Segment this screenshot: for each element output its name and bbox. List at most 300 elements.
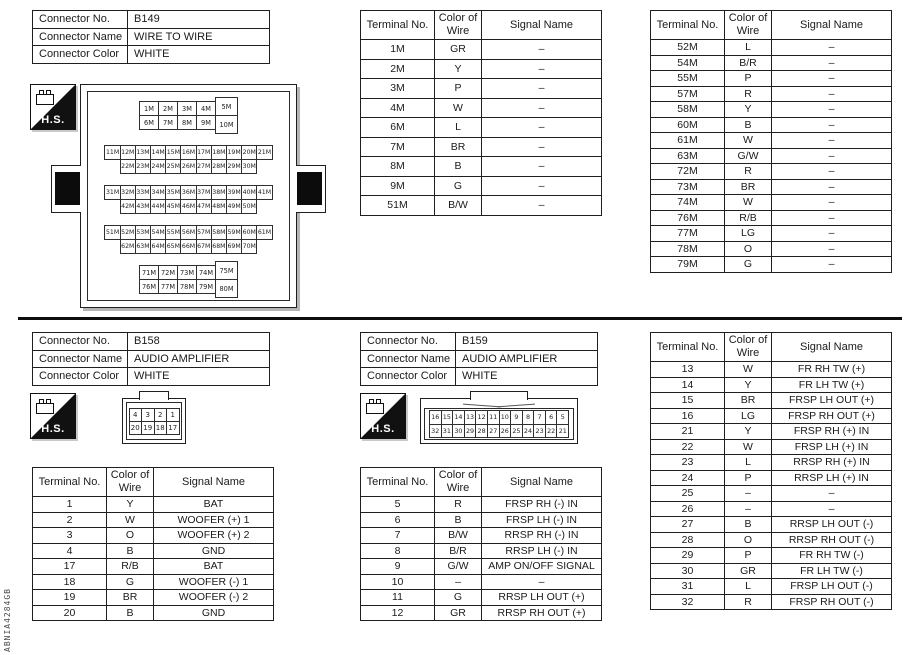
table-cell: R/B bbox=[107, 559, 154, 575]
pin-3: 3 bbox=[141, 408, 155, 422]
table-cell: W bbox=[107, 512, 154, 528]
table-cell: L bbox=[725, 579, 772, 595]
table-cell: – bbox=[482, 137, 602, 157]
pin-60M: 60M bbox=[241, 225, 257, 240]
table-cell: O bbox=[107, 528, 154, 544]
pin-69M: 69M bbox=[226, 239, 242, 254]
table-cell: LG bbox=[725, 408, 772, 424]
table-cell: FR RH TW (-) bbox=[772, 548, 892, 564]
pin-45M: 45M bbox=[165, 199, 181, 214]
pin-27M: 27M bbox=[196, 159, 212, 174]
table-row bbox=[33, 605, 274, 621]
header-row bbox=[651, 333, 892, 362]
table-cell: G bbox=[435, 590, 482, 606]
table-cell: – bbox=[482, 196, 602, 216]
table-cell: 73M bbox=[651, 179, 725, 195]
table-cell: 22 bbox=[651, 439, 725, 455]
table-cell: 12 bbox=[361, 605, 435, 621]
hs-view-icon bbox=[30, 393, 76, 439]
table-cell: 20 bbox=[33, 605, 107, 621]
info-row bbox=[361, 368, 598, 386]
table-row bbox=[651, 563, 892, 579]
table-cell: – bbox=[772, 71, 892, 87]
pin-25: 25 bbox=[510, 424, 523, 439]
connector-name-value: WIRE TO WIRE bbox=[128, 28, 270, 46]
pin-27: 27 bbox=[487, 424, 500, 439]
table-cell: – bbox=[772, 148, 892, 164]
table-cell: – bbox=[482, 157, 602, 177]
pin-24: 24 bbox=[522, 424, 535, 439]
connector-name-label: Connector Name bbox=[33, 350, 128, 368]
info-row bbox=[33, 11, 270, 29]
table-cell: 7M bbox=[361, 137, 435, 157]
pin-67M: 67M bbox=[196, 239, 212, 254]
pin-63M: 63M bbox=[135, 239, 151, 254]
pin-65M: 65M bbox=[165, 239, 181, 254]
table-row bbox=[361, 528, 602, 544]
table-cell: B/W bbox=[435, 196, 482, 216]
table-cell: – bbox=[772, 226, 892, 242]
connector-lock-tab-left bbox=[55, 172, 80, 205]
table-row bbox=[361, 157, 602, 177]
pin-9M: 9M bbox=[196, 115, 216, 130]
table-cell: – bbox=[772, 501, 892, 517]
table-cell: – bbox=[772, 164, 892, 180]
table-row bbox=[651, 148, 892, 164]
pin-block-3 bbox=[104, 185, 272, 214]
pin-6M: 6M bbox=[139, 115, 159, 130]
pin-12: 12 bbox=[475, 410, 488, 425]
column-header: Terminal No. bbox=[33, 468, 107, 497]
table-cell: 32 bbox=[651, 594, 725, 610]
table-cell: 30 bbox=[651, 563, 725, 579]
pin-18M: 18M bbox=[211, 145, 227, 160]
table-cell: 7 bbox=[361, 528, 435, 544]
pin-56M: 56M bbox=[180, 225, 196, 240]
column-header: Signal Name bbox=[772, 11, 892, 40]
b149-connector-diagram bbox=[80, 84, 297, 308]
table-cell: – bbox=[482, 98, 602, 118]
table-row bbox=[33, 574, 274, 590]
pin-75M: 75M bbox=[215, 261, 238, 280]
column-header: Color of Wire bbox=[107, 468, 154, 497]
column-header: Terminal No. bbox=[651, 11, 725, 40]
header-row bbox=[651, 11, 892, 40]
pin-29M: 29M bbox=[226, 159, 242, 174]
table-cell: – bbox=[482, 40, 602, 60]
table-cell: W bbox=[725, 439, 772, 455]
table-cell: 27 bbox=[651, 517, 725, 533]
pin-32M: 32M bbox=[120, 185, 136, 200]
table-row bbox=[651, 579, 892, 595]
table-cell: 4M bbox=[361, 98, 435, 118]
pin-46M: 46M bbox=[180, 199, 196, 214]
table-cell: RRSP LH OUT (+) bbox=[482, 590, 602, 606]
column-header: Color of Wire bbox=[435, 468, 482, 497]
table-cell: 23 bbox=[651, 455, 725, 471]
pin-block-4 bbox=[104, 225, 272, 254]
table-row bbox=[361, 590, 602, 606]
pin-68M: 68M bbox=[211, 239, 227, 254]
connector-color-value: WHITE bbox=[128, 46, 270, 64]
table-row bbox=[361, 98, 602, 118]
b149-terminal-table-1 bbox=[360, 10, 602, 216]
table-row bbox=[651, 501, 892, 517]
pin-50M: 50M bbox=[241, 199, 257, 214]
table-cell: B/R bbox=[435, 543, 482, 559]
table-cell: 74M bbox=[651, 195, 725, 211]
column-header: Terminal No. bbox=[361, 11, 435, 40]
table-cell: FRSP RH (+) IN bbox=[772, 424, 892, 440]
table-cell: 29 bbox=[651, 548, 725, 564]
table-cell: R/B bbox=[725, 210, 772, 226]
table-row bbox=[33, 528, 274, 544]
table-cell: B bbox=[107, 543, 154, 559]
table-cell: G bbox=[107, 574, 154, 590]
pin-row bbox=[139, 115, 216, 130]
table-cell: GND bbox=[154, 543, 274, 559]
info-row bbox=[361, 333, 598, 351]
b159-terminal-table-1 bbox=[360, 467, 602, 621]
table-cell: B bbox=[435, 512, 482, 528]
pin-15: 15 bbox=[441, 410, 454, 425]
pin-80M: 80M bbox=[215, 279, 238, 298]
table-row bbox=[651, 257, 892, 273]
table-cell: B/W bbox=[435, 528, 482, 544]
pin-8: 8 bbox=[522, 410, 535, 425]
table-cell: FRSP LH (-) IN bbox=[482, 512, 602, 528]
table-cell: GND bbox=[154, 605, 274, 621]
table-cell: FR RH TW (+) bbox=[772, 362, 892, 378]
table-cell: 6 bbox=[361, 512, 435, 528]
table-row bbox=[33, 512, 274, 528]
table-row bbox=[361, 559, 602, 575]
pin-22: 22 bbox=[545, 424, 558, 439]
table-cell: 52M bbox=[651, 40, 725, 56]
connector-color-label: Connector Color bbox=[33, 46, 128, 64]
table-cell: – bbox=[725, 501, 772, 517]
harness-connector-glyph bbox=[36, 403, 54, 414]
b159-connector-diagram bbox=[420, 398, 578, 444]
pin-44M: 44M bbox=[150, 199, 166, 214]
pin-16M: 16M bbox=[180, 145, 196, 160]
table-cell: 15 bbox=[651, 393, 725, 409]
table-row bbox=[361, 137, 602, 157]
table-cell: – bbox=[435, 574, 482, 590]
table-cell: 19 bbox=[33, 590, 107, 606]
connector-bump-icon bbox=[39, 90, 44, 95]
table-cell: 58M bbox=[651, 102, 725, 118]
connector-bump-icon bbox=[46, 90, 51, 95]
table-cell: 72M bbox=[651, 164, 725, 180]
table-cell: – bbox=[725, 486, 772, 502]
connector-no-label: Connector No. bbox=[33, 11, 128, 29]
pin-1: 1 bbox=[166, 408, 180, 422]
table-cell: Y bbox=[725, 424, 772, 440]
table-cell: 54M bbox=[651, 55, 725, 71]
table-cell: 14 bbox=[651, 377, 725, 393]
table-row bbox=[361, 40, 602, 60]
table-cell: 5 bbox=[361, 497, 435, 513]
table-row bbox=[651, 548, 892, 564]
hs-label: H.S. bbox=[41, 423, 65, 435]
hs-view-icon bbox=[360, 393, 406, 439]
pin-17: 17 bbox=[166, 421, 180, 435]
table-cell: 6M bbox=[361, 118, 435, 138]
table-cell: 4 bbox=[33, 543, 107, 559]
pin-37M: 37M bbox=[196, 185, 212, 200]
header-row bbox=[361, 468, 602, 497]
pin-58M: 58M bbox=[211, 225, 227, 240]
pin-13M: 13M bbox=[135, 145, 151, 160]
pin-51M: 51M bbox=[104, 225, 120, 240]
table-cell: FRSP RH (-) IN bbox=[482, 497, 602, 513]
pin-74M: 74M bbox=[196, 265, 216, 280]
pin-14: 14 bbox=[452, 410, 465, 425]
table-cell: 8M bbox=[361, 157, 435, 177]
table-row bbox=[361, 605, 602, 621]
pin-19: 19 bbox=[141, 421, 155, 435]
table-cell: G bbox=[725, 257, 772, 273]
pin-78M: 78M bbox=[177, 279, 197, 294]
connector-color-label: Connector Color bbox=[361, 368, 456, 386]
table-row bbox=[651, 362, 892, 378]
table-cell: RRSP LH (+) IN bbox=[772, 470, 892, 486]
table-cell: W bbox=[435, 98, 482, 118]
info-row bbox=[33, 333, 270, 351]
pin-3M: 3M bbox=[177, 101, 197, 116]
connector-no-value: B159 bbox=[456, 333, 598, 351]
table-cell: WOOFER (+) 1 bbox=[154, 512, 274, 528]
table-cell: 57M bbox=[651, 86, 725, 102]
pin-11M: 11M bbox=[104, 145, 120, 160]
table-row bbox=[651, 226, 892, 242]
table-row bbox=[651, 241, 892, 257]
column-header: Signal Name bbox=[772, 333, 892, 362]
table-row bbox=[33, 497, 274, 513]
table-cell: 28 bbox=[651, 532, 725, 548]
table-cell: Y bbox=[435, 59, 482, 79]
pin-1M: 1M bbox=[139, 101, 159, 116]
table-cell: Y bbox=[725, 102, 772, 118]
pin-row bbox=[104, 185, 272, 200]
pin-row bbox=[104, 145, 272, 160]
pin-33M: 33M bbox=[135, 185, 151, 200]
pin-71M: 71M bbox=[139, 265, 159, 280]
pin-row bbox=[139, 279, 216, 294]
pin-21M: 21M bbox=[256, 145, 272, 160]
pin-62M: 62M bbox=[120, 239, 136, 254]
pin-30M: 30M bbox=[241, 159, 257, 174]
pin-8M: 8M bbox=[177, 115, 197, 130]
pin-block-5 bbox=[139, 265, 238, 298]
table-row bbox=[651, 377, 892, 393]
pin-52M: 52M bbox=[120, 225, 136, 240]
table-cell: B bbox=[435, 157, 482, 177]
table-row bbox=[651, 210, 892, 226]
pin-row bbox=[120, 199, 273, 214]
pin-row bbox=[139, 265, 216, 280]
pin-25M: 25M bbox=[165, 159, 181, 174]
info-row bbox=[33, 368, 270, 386]
table-row bbox=[361, 176, 602, 196]
connector-bump-icon bbox=[39, 399, 44, 404]
table-cell: P bbox=[725, 71, 772, 87]
table-cell: – bbox=[772, 133, 892, 149]
table-cell: P bbox=[725, 470, 772, 486]
table-cell: 2 bbox=[33, 512, 107, 528]
table-cell: – bbox=[482, 59, 602, 79]
pin-79M: 79M bbox=[196, 279, 216, 294]
table-row bbox=[651, 470, 892, 486]
table-row bbox=[651, 408, 892, 424]
pin-rows bbox=[139, 265, 216, 294]
hs-label: H.S. bbox=[371, 423, 395, 435]
pin-24M: 24M bbox=[150, 159, 166, 174]
connector-top-tab bbox=[139, 391, 169, 400]
table-row bbox=[651, 102, 892, 118]
pin-54M: 54M bbox=[150, 225, 166, 240]
header-row bbox=[361, 11, 602, 40]
table-cell: 63M bbox=[651, 148, 725, 164]
pin-rows bbox=[429, 410, 569, 438]
info-row bbox=[33, 28, 270, 46]
pin-26M: 26M bbox=[180, 159, 196, 174]
table-cell: – bbox=[772, 179, 892, 195]
column-header: Signal Name bbox=[482, 468, 602, 497]
pin-18: 18 bbox=[154, 421, 168, 435]
table-cell: R bbox=[725, 164, 772, 180]
table-cell: R bbox=[725, 86, 772, 102]
table-cell: RRSP RH OUT (+) bbox=[482, 605, 602, 621]
table-cell: B/R bbox=[725, 55, 772, 71]
table-row bbox=[361, 196, 602, 216]
table-cell: 11 bbox=[361, 590, 435, 606]
pin-21: 21 bbox=[556, 424, 569, 439]
table-cell: P bbox=[435, 79, 482, 99]
info-row bbox=[33, 46, 270, 64]
table-cell: – bbox=[772, 241, 892, 257]
connector-top-tab bbox=[470, 391, 528, 400]
table-cell: – bbox=[772, 117, 892, 133]
pin-row bbox=[120, 159, 273, 174]
pin-29: 29 bbox=[464, 424, 477, 439]
table-cell: 76M bbox=[651, 210, 725, 226]
table-row bbox=[651, 532, 892, 548]
pin-row bbox=[120, 239, 273, 254]
table-cell: BR bbox=[107, 590, 154, 606]
hs-view-icon bbox=[30, 84, 76, 130]
pin-11: 11 bbox=[487, 410, 500, 425]
pin-73M: 73M bbox=[177, 265, 197, 280]
table-cell: Y bbox=[725, 377, 772, 393]
table-cell: 79M bbox=[651, 257, 725, 273]
table-cell: WOOFER (+) 2 bbox=[154, 528, 274, 544]
pin-77M: 77M bbox=[158, 279, 178, 294]
pin-30: 30 bbox=[452, 424, 465, 439]
table-cell: BR bbox=[725, 179, 772, 195]
pin-28: 28 bbox=[475, 424, 488, 439]
table-cell: – bbox=[772, 55, 892, 71]
pin-28M: 28M bbox=[211, 159, 227, 174]
pin-19M: 19M bbox=[226, 145, 242, 160]
table-row bbox=[651, 179, 892, 195]
pin-41M: 41M bbox=[256, 185, 272, 200]
pin-26: 26 bbox=[499, 424, 512, 439]
pin-block-1 bbox=[139, 101, 238, 134]
column-header: Terminal No. bbox=[651, 333, 725, 362]
pin-7M: 7M bbox=[158, 115, 178, 130]
pin-72M: 72M bbox=[158, 265, 178, 280]
pin-6: 6 bbox=[545, 410, 558, 425]
pin-row bbox=[429, 410, 569, 425]
info-row bbox=[361, 350, 598, 368]
connector-name-value: AUDIO AMPLIFIER bbox=[128, 350, 270, 368]
table-cell: G/W bbox=[435, 559, 482, 575]
table-cell: FRSP RH OUT (+) bbox=[772, 408, 892, 424]
table-cell: G bbox=[435, 176, 482, 196]
pin-row bbox=[104, 225, 272, 240]
table-cell: – bbox=[772, 257, 892, 273]
table-cell: L bbox=[725, 455, 772, 471]
table-cell: 24 bbox=[651, 470, 725, 486]
table-cell: – bbox=[772, 486, 892, 502]
table-row bbox=[651, 393, 892, 409]
table-cell: 16 bbox=[651, 408, 725, 424]
header-row bbox=[33, 468, 274, 497]
table-row bbox=[361, 512, 602, 528]
table-cell: 21 bbox=[651, 424, 725, 440]
pin-13: 13 bbox=[464, 410, 477, 425]
b159-pin-area bbox=[424, 408, 574, 440]
table-row bbox=[651, 439, 892, 455]
b149-info-table bbox=[32, 10, 270, 64]
pin-66M: 66M bbox=[180, 239, 196, 254]
pin-57M: 57M bbox=[196, 225, 212, 240]
table-cell: WOOFER (-) 2 bbox=[154, 590, 274, 606]
connector-name-label: Connector Name bbox=[33, 28, 128, 46]
b158-pin-area bbox=[126, 402, 182, 440]
pin-16: 16 bbox=[429, 410, 442, 425]
hs-label: H.S. bbox=[41, 114, 65, 126]
table-row bbox=[651, 86, 892, 102]
table-cell: GR bbox=[435, 605, 482, 621]
table-cell: FRSP LH OUT (-) bbox=[772, 579, 892, 595]
table-cell: B bbox=[107, 605, 154, 621]
pin-61M: 61M bbox=[256, 225, 272, 240]
tab-line bbox=[497, 404, 535, 408]
table-cell: – bbox=[482, 118, 602, 138]
table-cell: FRSP LH OUT (+) bbox=[772, 393, 892, 409]
pin-48M: 48M bbox=[211, 199, 227, 214]
table-cell: 8 bbox=[361, 543, 435, 559]
table-cell: BR bbox=[435, 137, 482, 157]
column-header: Terminal No. bbox=[361, 468, 435, 497]
table-row bbox=[651, 424, 892, 440]
pin-34M: 34M bbox=[150, 185, 166, 200]
connector-bump-icon bbox=[46, 399, 51, 404]
table-cell: P bbox=[725, 548, 772, 564]
table-row bbox=[651, 594, 892, 610]
table-row bbox=[651, 117, 892, 133]
table-cell: R bbox=[725, 594, 772, 610]
table-row bbox=[651, 486, 892, 502]
pin-40M: 40M bbox=[241, 185, 257, 200]
pin-row bbox=[129, 408, 180, 422]
table-cell: 9M bbox=[361, 176, 435, 196]
b158-connector-diagram bbox=[122, 398, 186, 444]
table-cell: 31 bbox=[651, 579, 725, 595]
